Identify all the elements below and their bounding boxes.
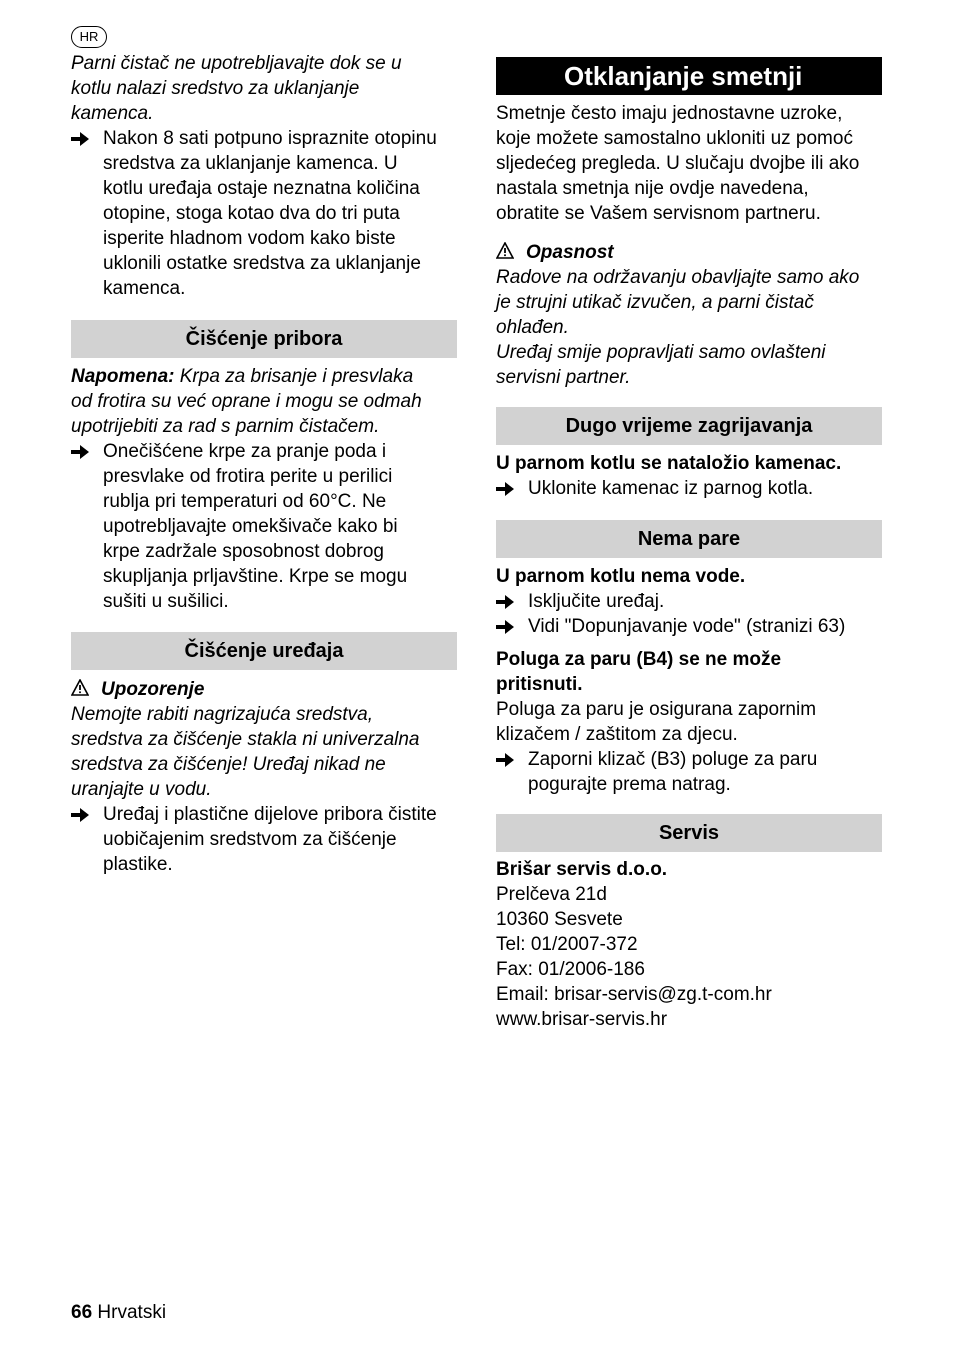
fax-line: Fax: 01/2006-186 (496, 959, 645, 980)
website-line: www.brisar-servis.hr (496, 1009, 668, 1030)
arrow-right-icon (71, 445, 89, 459)
text-line: Smetnje često imaju jednostavne uzroke, (496, 103, 843, 124)
text-line: rublja pri temperaturi od 60°C. Ne (103, 491, 387, 512)
text-line: kamenca. (103, 278, 186, 299)
text-line: servisni partner. (496, 367, 631, 388)
arrow-right-icon (496, 753, 514, 767)
text-line: je strujni utikač izvučen, a parni čistač (496, 292, 814, 313)
section-heading-long-heating: Dugo vrijeme zagrijavanja (496, 407, 882, 445)
note-label: Napomena: (71, 366, 175, 387)
step-see-refill (496, 614, 886, 639)
text-line: od frotira su već oprane i mogu se odmah (71, 391, 422, 412)
company-name: Brišar servis d.o.o. (496, 859, 668, 880)
section-heading-service: Servis (496, 814, 882, 852)
cause-text: pritisnuti. (496, 674, 583, 695)
text-line: Uređaj i plastične dijelove pribora čistite (103, 804, 437, 825)
service-contact (496, 857, 886, 1032)
page-footer (71, 1300, 166, 1325)
troubleshooting-intro (496, 101, 886, 226)
text-line: sušiti u sušilici. (103, 591, 229, 612)
warning-title-text: Upozorenje (101, 679, 205, 700)
language-badge: HR (71, 26, 107, 48)
text-line: sredstva za uklanjanje kamenca. U (103, 153, 398, 174)
cause-text: U parnom kotlu nema vode. (496, 566, 746, 587)
text-line: Nemojte rabiti nagrizajuća sredstva, (71, 704, 374, 725)
arrow-right-icon (71, 132, 89, 146)
email-line: Email: brisar-servis@zg.t-com.hr (496, 984, 772, 1005)
text-line: sredstva za čišćenje! Uređaj nikad ne (71, 754, 386, 775)
text-line: upotrebljavajte omekšivače kako bi (103, 516, 398, 537)
warning-title (71, 677, 461, 702)
text-line: kotlu nalazi sredstvo za uklanjanje (71, 78, 360, 99)
address-line: 10360 Sesvete (496, 909, 623, 930)
cause-text: Poluga za paru (B4) se ne može (496, 649, 782, 670)
text-line: plastike. (103, 854, 173, 875)
step-wash-cloths (71, 439, 461, 614)
arrow-right-icon (71, 808, 89, 822)
text-line: Nakon 8 sati potpuno ispraznite otopinu (103, 128, 437, 149)
text-line: Isključite uređaj. (528, 591, 665, 612)
arrow-right-icon (496, 620, 514, 634)
text-line: krpe zadržale sposobnost dobrog (103, 541, 384, 562)
arrow-right-icon (496, 482, 514, 496)
long-heating-content (496, 451, 886, 501)
phone-line: Tel: 01/2007-372 (496, 934, 638, 955)
text-line: obratite se Vašem servisnom partneru. (496, 203, 821, 224)
warning-device (71, 677, 461, 802)
text-line: upotrijebiti za rad s parnim čistačem. (71, 416, 380, 437)
step-remove-scale (496, 476, 886, 501)
section-heading-accessories: Čišćenje pribora (71, 320, 457, 358)
text-line: klizačem / zaštitom za djecu. (496, 724, 738, 745)
warning-triangle-icon (71, 679, 89, 696)
note-accessories (71, 364, 461, 439)
note-text: Krpa za brisanje i presvlaka (174, 366, 414, 387)
danger-title-text: Opasnost (526, 242, 614, 263)
danger-title (496, 240, 886, 265)
main-heading-troubleshooting: Otklanjanje smetnji (496, 57, 882, 95)
address-line: Prelčeva 21d (496, 884, 607, 905)
text-line: presvlake od frotira perite u perilici (103, 466, 393, 487)
intro-warning-text (71, 51, 461, 126)
section-heading-device: Čišćenje uređaja (71, 632, 457, 670)
text-line: Zaporni klizač (B3) poluge za paru (528, 749, 818, 770)
step-clean-device (71, 802, 461, 877)
warning-triangle-icon (496, 242, 514, 259)
text-line: sljedećeg pregleda. U slučaju dvojbe ili ako (496, 153, 860, 174)
text-line: uklonili ostatke sredstva za uklanjanje (103, 253, 421, 274)
footer-language: Hrvatski (97, 1302, 167, 1323)
step-empty-descaler (71, 126, 461, 301)
text-line: nastala smetnja nije ovdje navedena, (496, 178, 809, 199)
text-line (71, 364, 461, 389)
no-steam-content (496, 564, 886, 797)
text-line: kotlu uređaja ostaje neznatna količina (103, 178, 420, 199)
text-line: Onečišćene krpe za pranje poda i (103, 441, 387, 462)
arrow-right-icon (496, 595, 514, 609)
text-line: Parni čistač ne upotrebljavajte dok se u (71, 53, 402, 74)
text-line: koje možete samostalno ukloniti uz pomoć (496, 128, 853, 149)
text-line: Uređaj smije popravljati samo ovlašteni (496, 342, 826, 363)
text-line: uranjajte u vodu. (71, 779, 212, 800)
text-line: skupljanja prljavštine. Krpe se mogu (103, 566, 408, 587)
danger-notice (496, 240, 886, 390)
text-line: Vidi "Dopunjavanje vode" (stranizi 63) (528, 616, 846, 637)
step-switch-off (496, 589, 886, 614)
text-line: kamenca. (71, 103, 154, 124)
page-number: 66 (71, 1302, 93, 1323)
text-line: Poluga za paru je osigurana zapornim (496, 699, 817, 720)
section-heading-no-steam: Nema pare (496, 520, 882, 558)
text-line: pogurajte prema natrag. (528, 774, 731, 795)
text-line: Radove na održavanju obavljajte samo ako (496, 267, 860, 288)
step-push-slider (496, 747, 886, 797)
text-line: isperite hladnom vodom kako biste (103, 228, 396, 249)
text-line: otopine, stoga kotao dva do tri puta (103, 203, 400, 224)
text-line: sredstva za čišćenje stakla ni univerzalna (71, 729, 420, 750)
cause-text: U parnom kotlu se nataložio kamenac. (496, 453, 842, 474)
text-line: uobičajenim sredstvom za čišćenje (103, 829, 397, 850)
text-line: Uklonite kamenac iz parnog kotla. (528, 478, 814, 499)
text-line: ohlađen. (496, 317, 569, 338)
